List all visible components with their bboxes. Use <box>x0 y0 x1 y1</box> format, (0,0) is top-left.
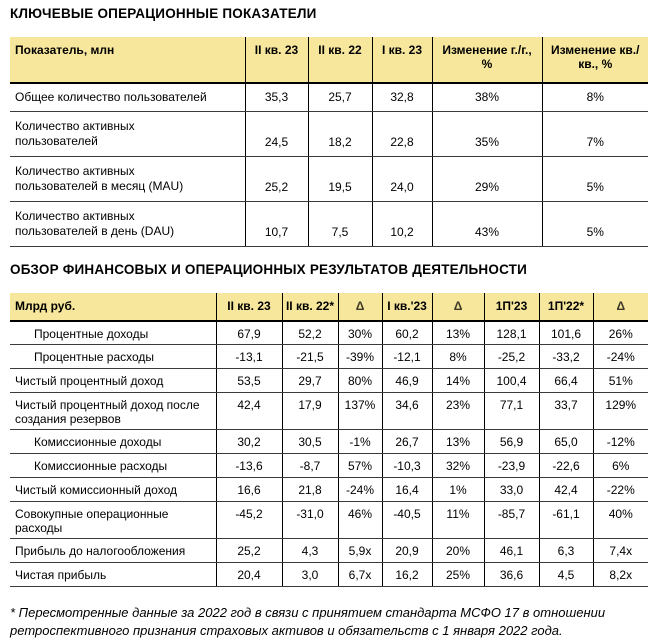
row-label-cell <box>10 538 216 562</box>
row-label-cell <box>10 156 245 201</box>
value-cell: 22,8 <box>372 111 432 156</box>
row-label-cell <box>10 429 216 453</box>
value-cell: 36,6 <box>484 562 539 586</box>
value-cell: 14% <box>432 369 484 393</box>
row-label-cell <box>10 393 216 430</box>
row-label-cell <box>10 369 216 393</box>
section-title-key-operational-indicators: КЛЮЧЕВЫЕ ОПЕРАЦИОННЫЕ ПОКАЗАТЕЛИ <box>10 6 317 21</box>
value-cell: 5,9x <box>338 538 382 562</box>
column-header-change-qoq: Изменение кв./кв., % <box>542 37 648 83</box>
value-cell: 20,4 <box>216 562 282 586</box>
value-cell: -25,2 <box>484 345 539 369</box>
column-header-indicator: Показатель, млн <box>10 37 245 83</box>
value-cell: 20,9 <box>382 538 432 562</box>
value-cell: 10,2 <box>372 201 432 246</box>
value-cell: 25% <box>432 562 484 586</box>
value-cell: 6,3 <box>539 538 593 562</box>
value-cell: 100,4 <box>484 369 539 393</box>
row-label: Чистый процентный доход после создания резервов <box>15 398 200 427</box>
value-cell: 42,4 <box>216 393 282 430</box>
financial-results-table <box>10 293 648 587</box>
value-cell: -24% <box>593 345 648 369</box>
value-cell: 80% <box>338 369 382 393</box>
value-cell: 26% <box>593 321 648 345</box>
value-cell: 21,8 <box>282 477 338 501</box>
table-header-row <box>10 293 648 321</box>
value-cell: 20% <box>432 538 484 562</box>
row-label: Количество активных пользователей в день (DAU) <box>15 208 175 238</box>
column-header-1h-22: 1П'22* <box>539 293 593 321</box>
value-cell: 10,7 <box>245 201 308 246</box>
value-cell: -61,1 <box>539 501 593 538</box>
table-row <box>10 393 648 430</box>
value-cell: 5% <box>542 156 648 201</box>
value-cell: 7,4x <box>593 538 648 562</box>
row-label: Количество активных пользователей в месяц (MAU) <box>15 163 184 193</box>
row-label: Чистый комиссионный доход <box>15 482 177 497</box>
value-cell: 46,9 <box>382 369 432 393</box>
value-cell: 8% <box>432 345 484 369</box>
value-cell: 4,5 <box>539 562 593 586</box>
value-cell: 32% <box>432 453 484 477</box>
value-cell: -33,2 <box>539 345 593 369</box>
row-label: Чистая прибыль <box>15 567 107 582</box>
row-label-cell <box>10 321 216 345</box>
key-operational-indicators-table <box>10 37 648 247</box>
value-cell: 32,8 <box>372 83 432 111</box>
value-cell: 51% <box>593 369 648 393</box>
value-cell: 101,6 <box>539 321 593 345</box>
value-cell: 30% <box>338 321 382 345</box>
value-cell: 24,5 <box>245 111 308 156</box>
value-cell: 33,0 <box>484 477 539 501</box>
value-cell: -12% <box>593 429 648 453</box>
column-header-bln-rub: Млрд руб. <box>10 293 216 321</box>
row-label-cell <box>10 562 216 586</box>
row-label: Комиссионные расходы <box>34 458 168 473</box>
column-header-q2-23: II кв. 23 <box>245 37 308 83</box>
row-label: Совокупные операционные расходы <box>15 506 169 536</box>
value-cell: 16,4 <box>382 477 432 501</box>
table-row <box>10 111 648 156</box>
value-cell: -85,7 <box>484 501 539 538</box>
value-cell: -40,5 <box>382 501 432 538</box>
value-cell: 1% <box>432 477 484 501</box>
value-cell: 25,7 <box>308 83 372 111</box>
value-cell: 18,2 <box>308 111 372 156</box>
table-row <box>10 562 648 586</box>
value-cell: 16,6 <box>216 477 282 501</box>
value-cell: 13% <box>432 321 484 345</box>
key-operational-indicators-table-body <box>10 83 648 246</box>
column-header-change-yoy: Изменение г./г., % <box>432 37 542 83</box>
value-cell: 56,9 <box>484 429 539 453</box>
value-cell: 8% <box>542 83 648 111</box>
value-cell: 19,5 <box>308 156 372 201</box>
value-cell: 53,5 <box>216 369 282 393</box>
value-cell: 11% <box>432 501 484 538</box>
ifrs17-restatement-footnote: * Пересмотренные данные за 2022 год в связи с принятием стандарта МСФО 17 в отношении ретроспективного признания страховых активов и обязательств с 1 января 2022 года. <box>10 604 606 638</box>
value-cell: 35% <box>432 111 542 156</box>
value-cell: 26,7 <box>382 429 432 453</box>
value-cell: 35,3 <box>245 83 308 111</box>
value-cell: 128,1 <box>484 321 539 345</box>
value-cell: 57% <box>338 453 382 477</box>
row-label-cell <box>10 83 245 111</box>
value-cell: 60,2 <box>382 321 432 345</box>
value-cell: 40% <box>593 501 648 538</box>
row-label: Прибыль до налогообложения <box>15 543 186 558</box>
value-cell: 42,4 <box>539 477 593 501</box>
financial-results-table-body <box>10 321 648 587</box>
value-cell: 38% <box>432 83 542 111</box>
value-cell: 65,0 <box>539 429 593 453</box>
value-cell: -13,6 <box>216 453 282 477</box>
value-cell: 5% <box>542 201 648 246</box>
table-row <box>10 477 648 501</box>
value-cell: 30,2 <box>216 429 282 453</box>
section-title-financial-results-overview: ОБЗОР ФИНАНСОВЫХ И ОПЕРАЦИОННЫХ РЕЗУЛЬТАТОВ ДЕЯТЕЛЬНОСТИ <box>10 261 528 277</box>
row-label: Процентные доходы <box>34 326 149 341</box>
value-cell: 17,9 <box>282 393 338 430</box>
table-header-row <box>10 37 648 83</box>
row-label: Количество активных пользователей <box>15 118 135 148</box>
column-header-1h-23: 1П'23 <box>484 293 539 321</box>
value-cell: 6,7x <box>338 562 382 586</box>
value-cell: 46% <box>338 501 382 538</box>
table-row <box>10 201 648 246</box>
value-cell: -31,0 <box>282 501 338 538</box>
value-cell: 33,7 <box>539 393 593 430</box>
value-cell: -22% <box>593 477 648 501</box>
column-header-q1-23: I кв.'23 <box>382 293 432 321</box>
table-row <box>10 538 648 562</box>
value-cell: 77,1 <box>484 393 539 430</box>
value-cell: 66,4 <box>539 369 593 393</box>
value-cell: 30,5 <box>282 429 338 453</box>
value-cell: 52,2 <box>282 321 338 345</box>
row-label-cell <box>10 501 216 538</box>
row-label: Чистый процентный доход <box>15 374 164 388</box>
value-cell: 13% <box>432 429 484 453</box>
table-row <box>10 501 648 538</box>
value-cell: 7,5 <box>308 201 372 246</box>
value-cell: -23,9 <box>484 453 539 477</box>
row-label-cell <box>10 477 216 501</box>
value-cell: 29,7 <box>282 369 338 393</box>
value-cell: -45,2 <box>216 501 282 538</box>
row-label-cell <box>10 201 245 246</box>
value-cell: -24% <box>338 477 382 501</box>
column-header-q2-22: II кв. 22 <box>308 37 372 83</box>
value-cell: 43% <box>432 201 542 246</box>
row-label: Комиссионные доходы <box>34 434 162 449</box>
table-row <box>10 369 648 393</box>
column-header-delta-3: Δ <box>593 293 648 321</box>
value-cell: -1% <box>338 429 382 453</box>
value-cell: 23% <box>432 393 484 430</box>
table-row <box>10 453 648 477</box>
value-cell: 137% <box>338 393 382 430</box>
value-cell: -8,7 <box>282 453 338 477</box>
row-label: Общее количество пользователей <box>15 89 207 104</box>
table-row <box>10 345 648 369</box>
value-cell: -13,1 <box>216 345 282 369</box>
row-label-cell <box>10 453 216 477</box>
value-cell: 25,2 <box>216 538 282 562</box>
value-cell: 34,6 <box>382 393 432 430</box>
column-header-delta-2: Δ <box>432 293 484 321</box>
column-header-delta-1: Δ <box>338 293 382 321</box>
value-cell: -10,3 <box>382 453 432 477</box>
column-header-q2-23: II кв. 23 <box>216 293 282 321</box>
value-cell: 25,2 <box>245 156 308 201</box>
row-label: Процентные расходы <box>34 350 155 364</box>
table-row <box>10 429 648 453</box>
value-cell: 7% <box>542 111 648 156</box>
value-cell: -12,1 <box>382 345 432 369</box>
table-row <box>10 321 648 345</box>
column-header-q2-22: II кв. 22* <box>282 293 338 321</box>
value-cell: 67,9 <box>216 321 282 345</box>
value-cell: 129% <box>593 393 648 430</box>
table-row <box>10 156 648 201</box>
value-cell: 3,0 <box>282 562 338 586</box>
value-cell: 6% <box>593 453 648 477</box>
value-cell: 29% <box>432 156 542 201</box>
column-header-q1-23: I кв. 23 <box>372 37 432 83</box>
value-cell: -22,6 <box>539 453 593 477</box>
value-cell: -21,5 <box>282 345 338 369</box>
row-label-cell <box>10 345 216 369</box>
row-label-cell <box>10 111 245 156</box>
value-cell: 24,0 <box>372 156 432 201</box>
value-cell: 8,2x <box>593 562 648 586</box>
value-cell: 16,2 <box>382 562 432 586</box>
value-cell: -39% <box>338 345 382 369</box>
value-cell: 4,3 <box>282 538 338 562</box>
value-cell: 46,1 <box>484 538 539 562</box>
table-row <box>10 83 648 111</box>
